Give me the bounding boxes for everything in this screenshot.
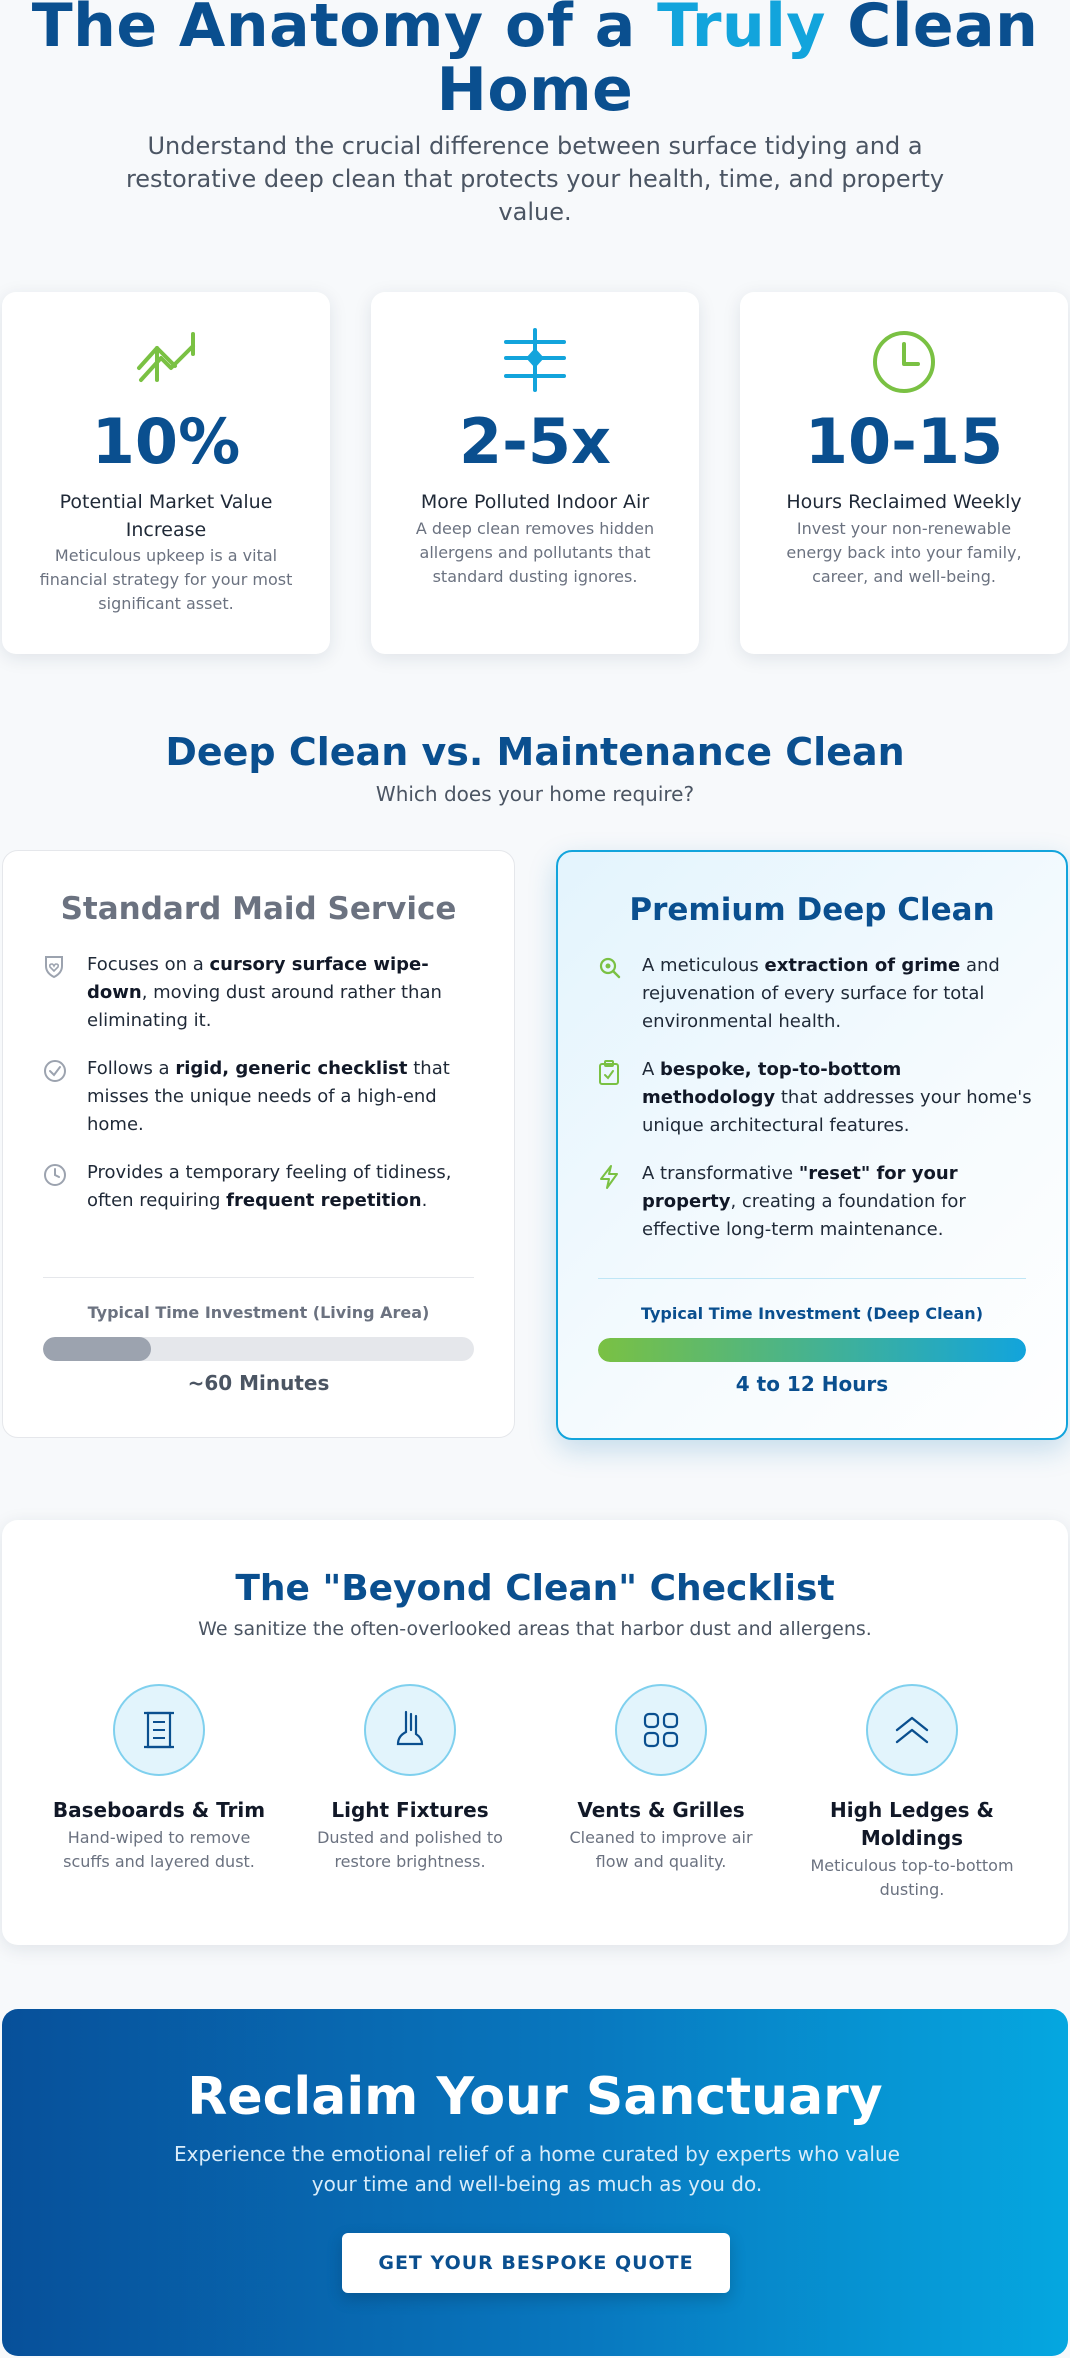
feature-item (43, 951, 484, 1035)
stat-value: 10-15 (804, 405, 1004, 478)
checklist-item-desc: Dusted and polished to restore brightness. (317, 1828, 503, 1871)
checklist-item-desc: Cleaned to improve air flow and quality. (569, 1828, 753, 1871)
stat-value: 10% (91, 405, 241, 478)
checklist-item-baseboards (44, 1684, 274, 1874)
clipboard-check-icon (598, 1060, 628, 1140)
checklist-item-desc: Hand-wiped to remove scuffs and layered dust. (63, 1828, 255, 1871)
card-heading: Standard Maid Service (60, 891, 457, 927)
hero-title (0, 0, 1070, 125)
divider (598, 1278, 1026, 1279)
stat-description: Meticulous upkeep is a vital financial strategy for your most significant asset. (39, 546, 293, 613)
time-investment-label: Typical Time Investment (Deep Clean) (640, 1304, 984, 1323)
shield-heart-icon (43, 955, 73, 1035)
feature-text: Provides a temporary feeling of tidiness, often requiring frequent repetition. (87, 1162, 452, 1211)
checklist-item-title: Baseboards & Trim (52, 1798, 266, 1822)
stat-description: Invest your non-renewable energy back into your family, career, and well-being. (786, 519, 1022, 586)
air-filter-icon (371, 328, 699, 386)
beyond-clean-checklist (2, 1520, 1068, 1945)
feature-text: A transformative "reset" for your property, creating a foundation for effective long-term maintenance. (642, 1163, 966, 1240)
checklist-item-high-ledges (797, 1684, 1027, 1902)
clock-icon (740, 328, 1068, 386)
time-progress-fill (598, 1338, 1026, 1362)
checklist-item-light-fixtures (295, 1684, 525, 1874)
comparison-title: Deep Clean vs. Maintenance Clean (165, 730, 905, 774)
feature-text: A bespoke, top-to-bottom methodology that addresses your home's unique architectural features. (642, 1059, 1032, 1136)
checklist-item-title: Light Fixtures (331, 1798, 489, 1822)
trending-up-arrows-icon (2, 328, 330, 386)
comparison-subtitle: Which does your home require? (375, 782, 695, 806)
stat-card-market-value (2, 292, 330, 654)
time-progress-bar (598, 1338, 1026, 1362)
time-investment-value: 4 to 12 Hours (735, 1372, 889, 1396)
clock-icon (43, 1163, 73, 1215)
feature-item (598, 1160, 1036, 1244)
time-investment-label: Typical Time Investment (Living Area) (87, 1303, 430, 1322)
chevrons-up-icon (866, 1684, 958, 1776)
checklist-item-vents (546, 1684, 776, 1874)
checklist-title: The "Beyond Clean" Checklist (235, 1568, 835, 1609)
baseboard-icon (113, 1684, 205, 1776)
cta-subtitle: Experience the emotional relief of a home curated by experts who value your time and well-being as much as you do. (174, 2142, 900, 2196)
cta-title: Reclaim Your Sanctuary (187, 2067, 883, 2127)
hero-title-pre: The Anatomy of a (31, 0, 658, 61)
feature-item (43, 1055, 484, 1139)
checklist-item-title: Vents & Grilles (577, 1798, 745, 1822)
stat-label: More Polluted Indoor Air (420, 491, 650, 513)
feature-item (598, 1056, 1036, 1140)
standard-service-card (2, 850, 515, 1438)
magnify-search-icon (598, 956, 628, 1036)
stat-description: A deep clean removes hidden allergens and pollutants that standard dusting ignores. (415, 519, 655, 586)
checklist-item-desc: Meticulous top-to-bottom dusting. (810, 1856, 1014, 1899)
hero-title-post: Clean Home (436, 0, 1039, 125)
feature-text: A meticulous extraction of grime and rejuvenation of every surface for total environmental health. (642, 955, 1000, 1032)
time-investment-value: ~60 Minutes (187, 1371, 330, 1395)
get-quote-button[interactable]: GET YOUR BESPOKE QUOTE (342, 2233, 730, 2293)
feature-item (598, 952, 1036, 1036)
stat-label: Hours Reclaimed Weekly (786, 491, 1022, 513)
divider (43, 1277, 474, 1278)
time-progress-fill (43, 1337, 151, 1361)
stat-value: 2-5x (458, 405, 611, 478)
lightning-bolt-icon (598, 1164, 628, 1244)
checklist-subtitle: We sanitize the often-overlooked areas that harbor dust and allergens. (198, 1618, 872, 1640)
premium-deep-clean-card (556, 850, 1068, 1440)
card-heading: Premium Deep Clean (629, 892, 995, 928)
checklist-item-title: High Ledges & Moldings (830, 1798, 994, 1850)
vent-grid-icon (615, 1684, 707, 1776)
hero-subtitle: Understand the crucial difference between surface tidying and a restorative deep clean that protects your health, time, and property value. (125, 132, 945, 226)
stat-label: Potential Market Value Increase (59, 491, 273, 541)
check-circle-icon (43, 1059, 73, 1139)
feature-text: Focuses on a cursory surface wipe-down, moving dust around rather than eliminating it. (87, 954, 442, 1031)
light-fixture-icon (364, 1684, 456, 1776)
feature-item (43, 1159, 484, 1215)
cta-banner (2, 2009, 1068, 2356)
stat-card-indoor-air (371, 292, 699, 654)
feature-text: Follows a rigid, generic checklist that misses the unique needs of a high-end home. (87, 1058, 450, 1135)
hero-title-accent: Truly (657, 0, 826, 61)
time-progress-bar (43, 1337, 474, 1361)
stat-card-hours-reclaimed (740, 292, 1068, 654)
